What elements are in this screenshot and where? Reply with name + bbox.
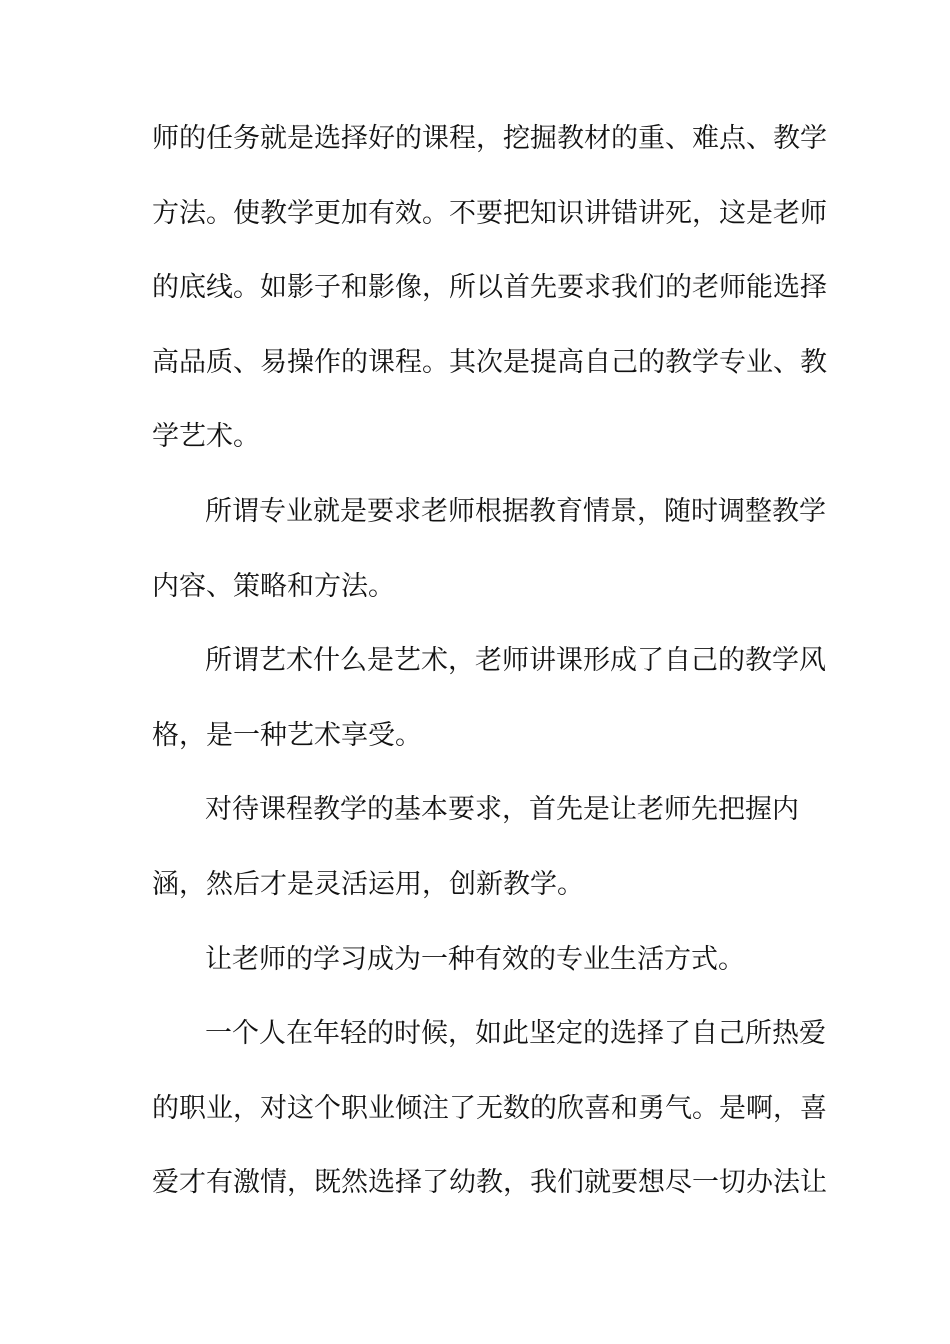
text-line: 学艺术。 xyxy=(152,421,260,453)
text-line: 一个人在年轻的时候，如此坚定的选择了自己所热爱 xyxy=(205,1018,826,1050)
text-line: 师的任务就是选择好的课程，挖掘教材的重、难点、教学 xyxy=(152,123,827,154)
text-line: 的职业，对这个职业倾注了无数的欣喜和勇气。是啊，喜 xyxy=(152,1092,827,1124)
text-line: 所谓专业就是要求老师根据教育情景，随时调整教学 xyxy=(205,495,826,527)
text-line: 爱才有激情，既然选择了幼教，我们就要想尽一切办法让 xyxy=(152,1167,827,1199)
text-line: 格，是一种艺术享受。 xyxy=(152,719,422,751)
text-line: 内容、策略和方法。 xyxy=(152,570,395,602)
text-line: 高品质、易操作的课程。其次是提高自己的教学专业、教 xyxy=(152,346,827,378)
text-line: 对待课程教学的基本要求，首先是让老师先把握内 xyxy=(205,794,799,826)
text-line: 所谓艺术什么是艺术，老师讲课形成了自己的教学风 xyxy=(205,645,826,677)
body-text xyxy=(152,123,827,1243)
text-line: 涵，然后才是灵活运用，创新教学。 xyxy=(152,868,584,900)
text-line: 让老师的学习成为一种有效的专业生活方式。 xyxy=(205,943,745,975)
text-line: 的底线。如影子和影像，所以首先要求我们的老师能选择 xyxy=(152,272,827,304)
text-line: 方法。使教学更加有效。不要把知识讲错讲死，这是老师 xyxy=(152,197,827,229)
